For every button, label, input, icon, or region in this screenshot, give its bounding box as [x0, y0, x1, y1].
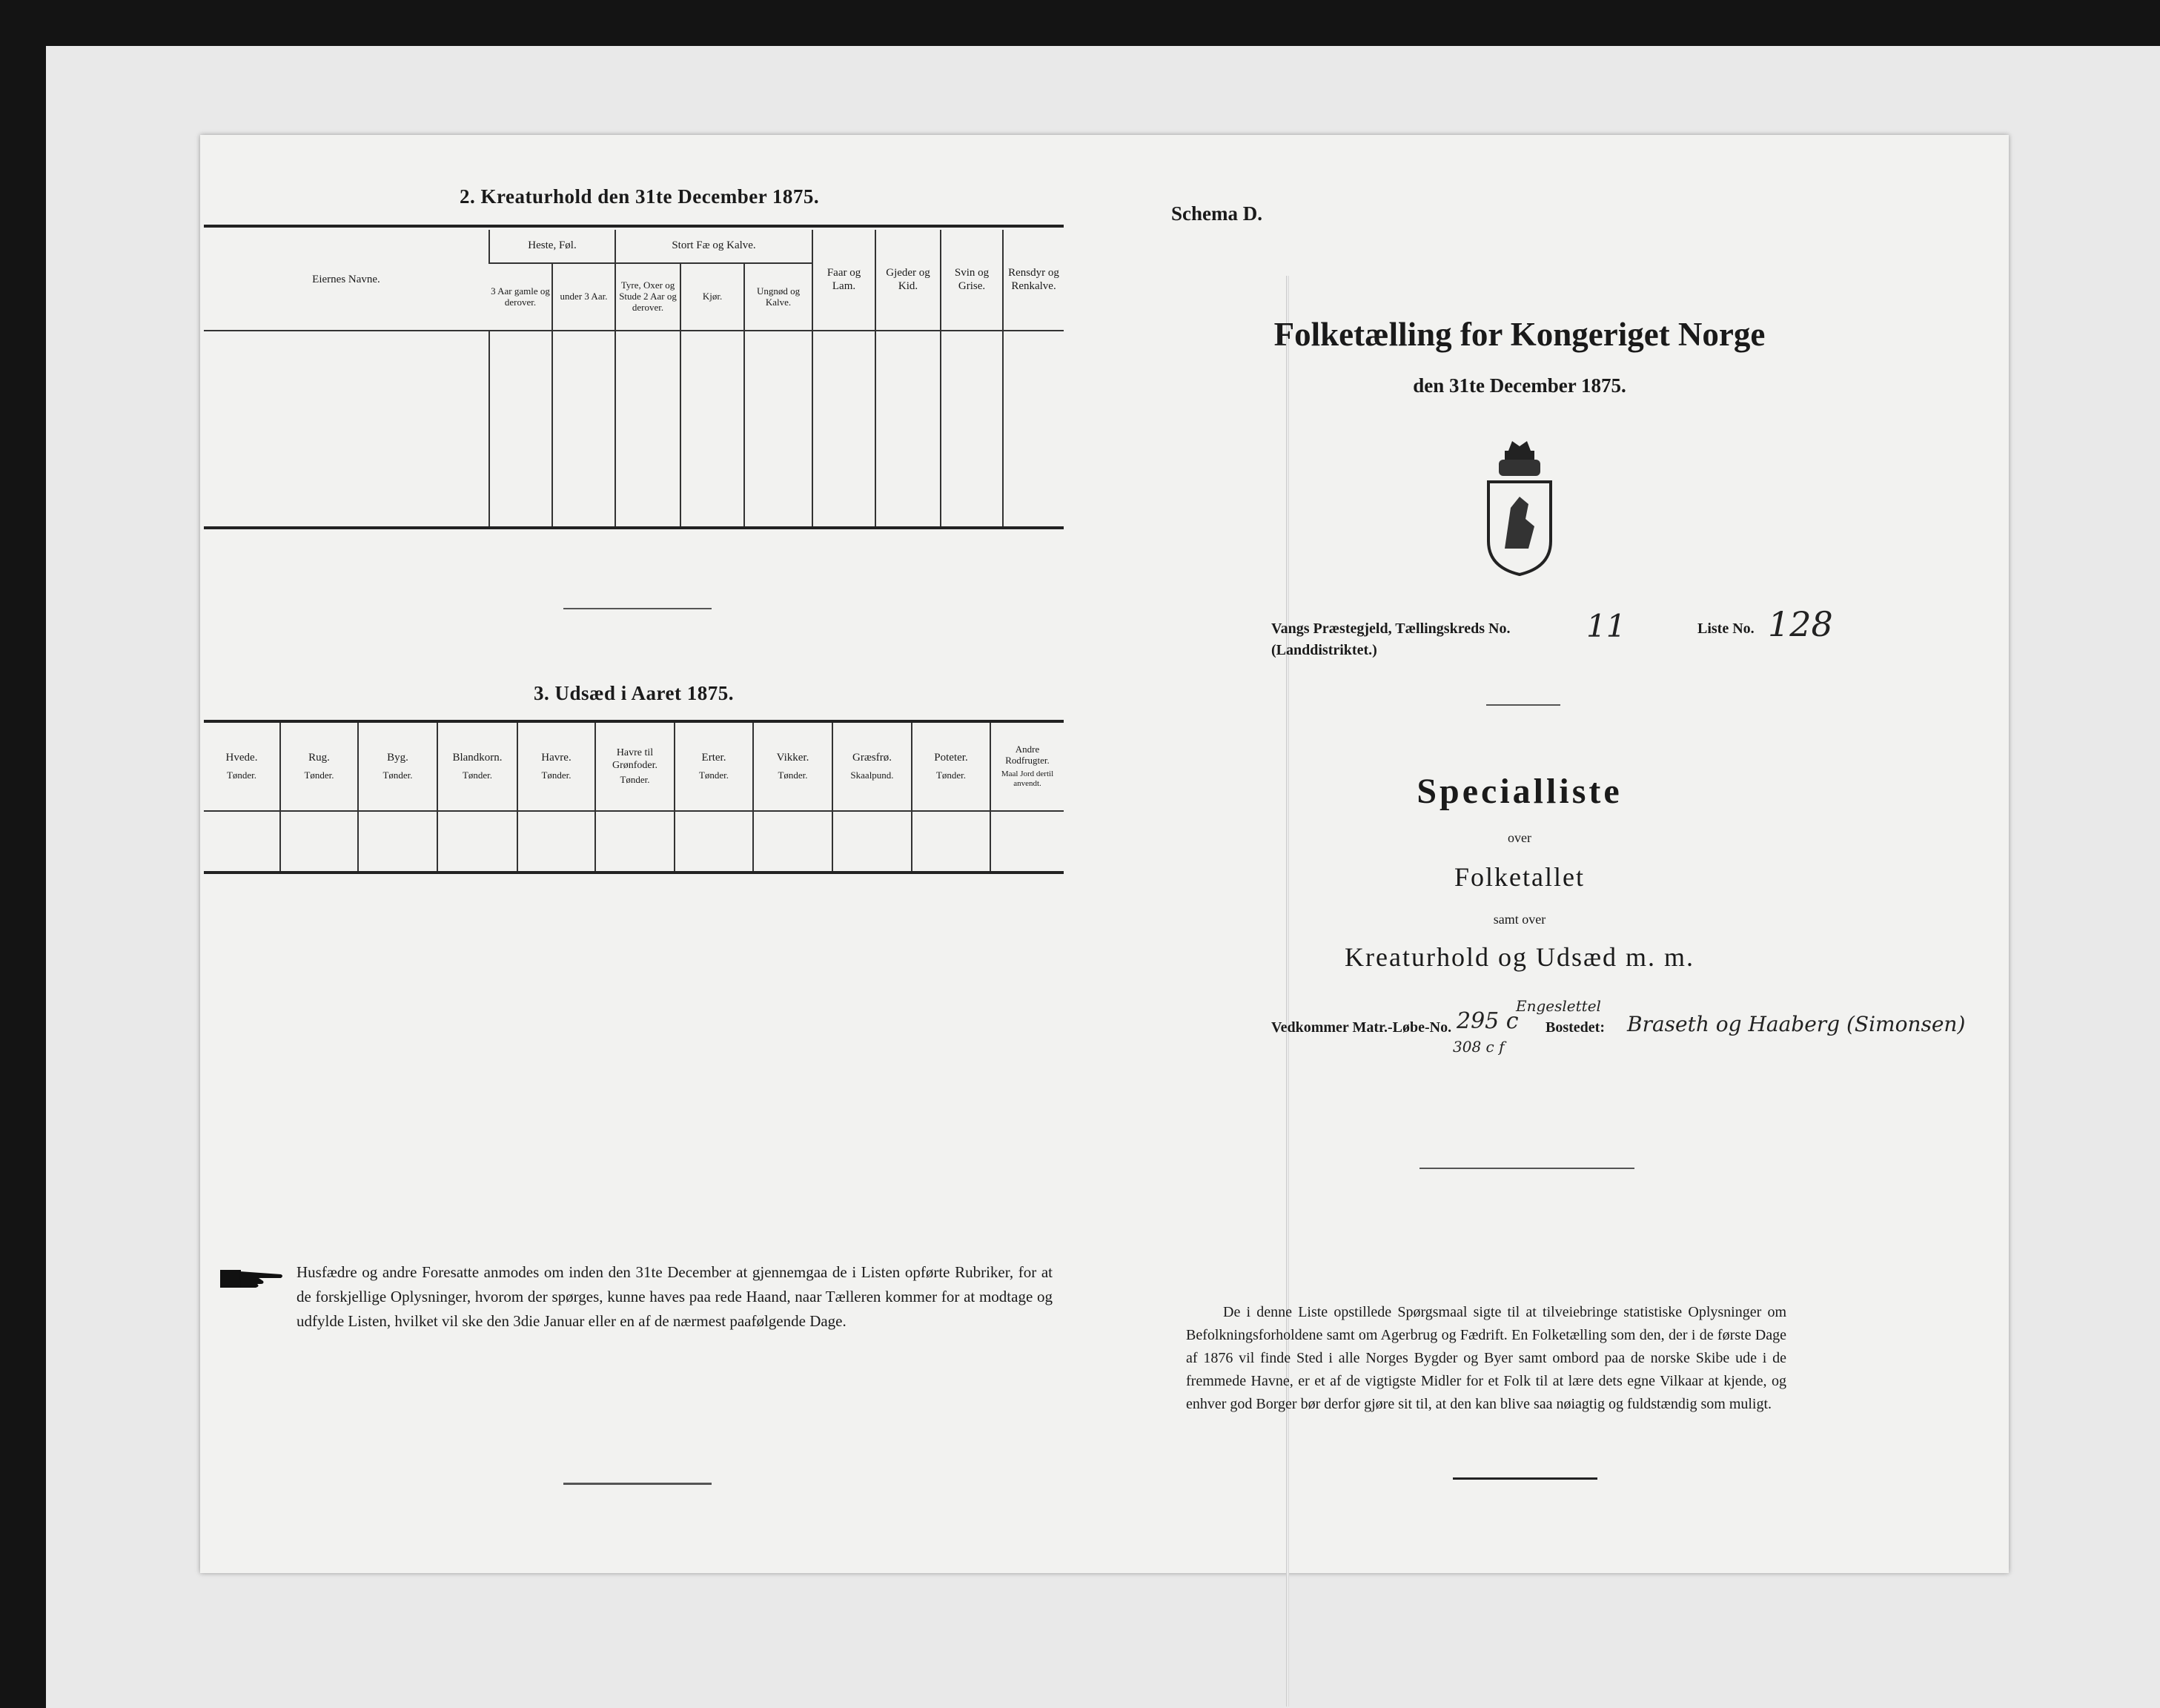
sowing-header — [204, 723, 1064, 810]
bottom-note: De i denne Liste opstillede Spørgsmaal sigte til at tilveiebringe statistiske Oplysninger om Befolkningsforholdene samt om Agerbrug og Fædrift. En Folketælling som den, der i de første Dage af 1876 vil finde Sted i alle Norges Bygder og Byer samt ombord paa de norske Skibe ude i de fremmede Havne, er et af de vigtigste Midler for et Folk til at lære dets egne Vilkaar at kjende, og enhver god Borger bør derfor gjøre sit til, at den kan blive saa nøiagtig og fuldstændig som muligt. — [1186, 1304, 1786, 1412]
livestock-body — [204, 330, 1064, 527]
col-group-cattle: Stort Fæ og Kalve. — [615, 230, 812, 263]
col-oats: Havre. Tønder. — [517, 723, 595, 810]
table-row — [204, 409, 1064, 448]
col-barley: Byg. Tønder. — [358, 723, 437, 810]
form-date: den 31te December 1875. — [1413, 374, 1626, 397]
col-mixed-grain: Blandkorn. Tønder. — [437, 723, 517, 810]
page-fold — [1286, 276, 1289, 1707]
livestock-header — [204, 230, 1064, 330]
col-bulls: Tyre, Oxer og Stude 2 Aar og derover. — [615, 263, 680, 330]
col-peas: Erter. Tønder. — [675, 723, 753, 810]
matr-number-1[interactable]: 295 c — [1457, 1008, 1519, 1034]
col-horses-young: under 3 Aar. — [552, 263, 615, 330]
col-owner-name: Eiernes Navne. — [312, 273, 380, 285]
liste-number[interactable]: 128 — [1768, 604, 1833, 644]
form-title: Folketælling for Kongeriget Norge — [1273, 316, 1766, 353]
samt-over-text: samt over — [1493, 912, 1546, 927]
divider — [1419, 1168, 1634, 1169]
col-other-roots: Andre Rodfrugter. Maal Jord dertil anvendt. — [990, 723, 1064, 810]
special-list-title: Specialliste — [1417, 772, 1623, 811]
table-row — [204, 448, 1064, 488]
section2-bottom-rule — [204, 526, 1064, 529]
col-grass-seed: Græsfrø. Skaalpund. — [832, 723, 912, 810]
divider — [1453, 1477, 1597, 1480]
col-young-cattle: Ungnød og Kalve. — [744, 263, 812, 330]
table-row — [204, 370, 1064, 409]
folketallet-text: Folketallet — [1454, 862, 1585, 892]
col-cows: Kjør. — [680, 263, 744, 330]
section2-top-rule — [204, 225, 1064, 228]
kreds-number[interactable]: 11 — [1586, 608, 1626, 644]
table-row — [204, 331, 1064, 370]
matr-number-2[interactable]: 308 c f — [1453, 1038, 1505, 1056]
col-vetch: Vikker. Tønder. — [753, 723, 832, 810]
schema-label: Schema D. — [1171, 202, 1262, 225]
col-potatoes: Poteter. Tønder. — [912, 723, 990, 810]
divider — [563, 608, 712, 609]
col-reindeer: Rensdyr og Renkalve. — [1003, 230, 1064, 330]
col-pigs: Svin og Grise. — [941, 230, 1003, 330]
matr-label: Vedkommer Matr.-Løbe-No. — [1271, 1019, 1452, 1036]
col-horses-old: 3 Aar gamle og derover. — [491, 285, 550, 308]
table-row — [204, 811, 1064, 871]
notice-text: Husfædre og andre Foresatte anmodes om inden den 31te December at gjennemgaa de i Listen opførte Rubriker, for at de forskjellige Oplysninger, hvorom der spørges, kunne haves paa rede Haand, naar Tælleren kommer for at modtage og udfylde Listen, hvilket vil ske den 3die Januar eller en af de nærmest paafølgende Dage. — [296, 1263, 1053, 1330]
table-row — [204, 488, 1064, 527]
section3-bottom-rule — [204, 871, 1064, 874]
col-sheep: Faar og Lam. — [812, 230, 875, 330]
bosted-label: Bostedet: — [1546, 1019, 1605, 1036]
col-green-oats: Havre til Grønfoder. Tønder. — [595, 723, 675, 810]
parish-label: Vangs Præstegjeld, Tællingskreds No. — [1271, 620, 1511, 637]
livestock-sowing-text: Kreaturhold og Udsæd m. m. — [1345, 942, 1694, 972]
divider — [563, 1483, 712, 1485]
district-label: (Landdistriktet.) — [1271, 642, 1377, 658]
coat-of-arms-icon — [1482, 437, 1557, 578]
divider — [1486, 704, 1560, 706]
liste-label: Liste No. — [1697, 620, 1755, 637]
pointing-hand-icon — [219, 1264, 285, 1294]
matr-extra[interactable]: Engeslettel — [1516, 997, 1601, 1015]
col-rye: Rug. Tønder. — [280, 723, 358, 810]
section2-title: 2. Kreaturhold den 31te December 1875. — [460, 185, 820, 208]
col-group-horses: Heste, Føl. — [489, 230, 615, 263]
over-text: over — [1508, 830, 1531, 845]
bosted-value[interactable]: Braseth og Haaberg (Simonsen) — [1627, 1012, 1966, 1036]
col-goats: Gjeder og Kid. — [875, 230, 941, 330]
section3-title: 3. Udsæd i Aaret 1875. — [534, 682, 735, 704]
col-wheat: Hvede. Tønder. — [225, 751, 258, 781]
sowing-body — [204, 810, 1064, 871]
